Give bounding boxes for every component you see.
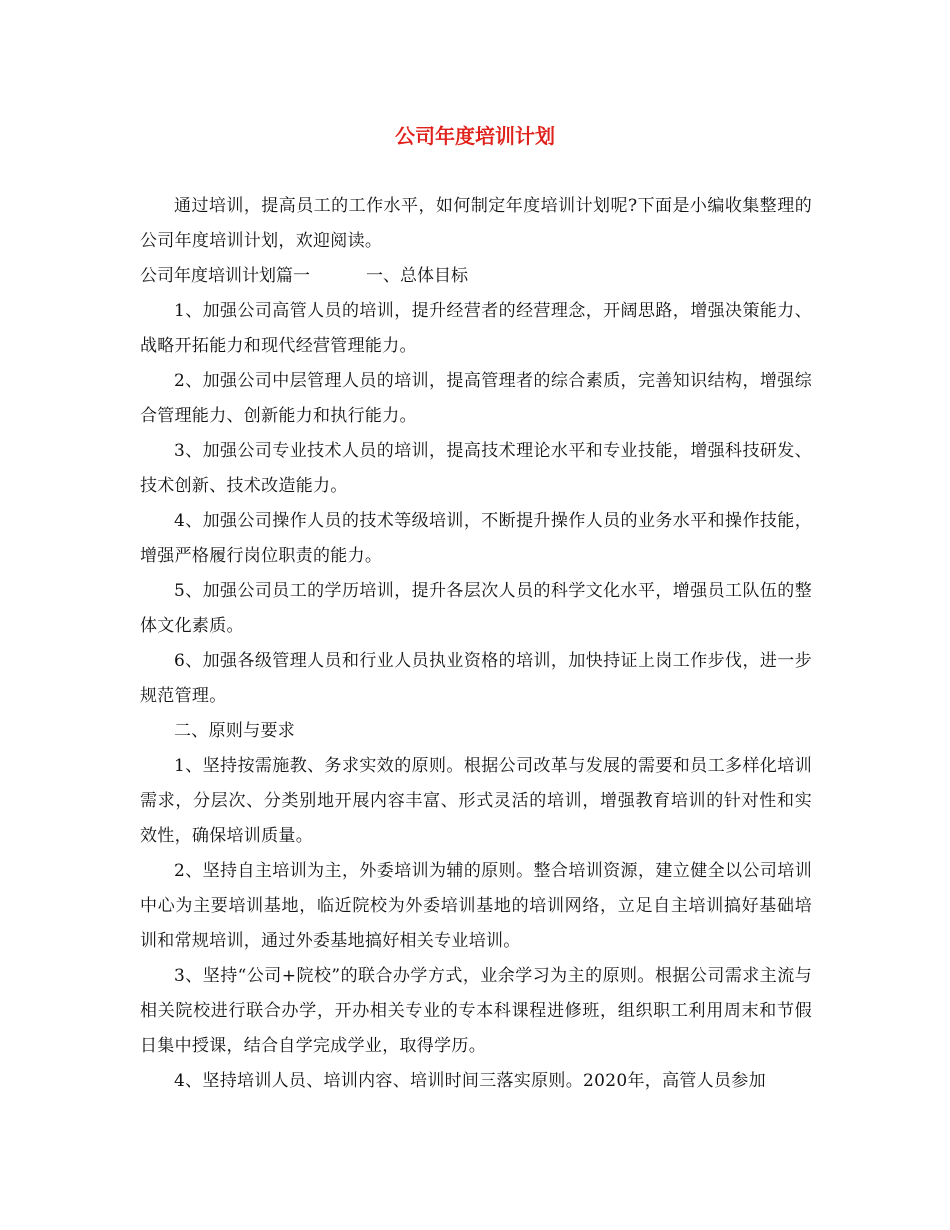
goal-item: 5、加强公司员工的学历培训，提升各层次人员的科学文化水平，增强员工队伍的整体文化素质。	[140, 581, 812, 636]
principle-item: 4、坚持培训人员、培训内容、培训时间三落实原则。2020年，高管人员参加	[174, 1071, 766, 1091]
goal-item: 3、加强公司专业技术人员的培训，提高技术理论水平和专业技能，增强科技研发、技术创新、技术改造能力。	[140, 441, 812, 496]
principle-item: 3、坚持“公司+院校”的联合办学方式，业余学习为主的原则。根据公司需求主流与相关院校进行联合办学，开办相关专业的专本科课程进修班，组织职工利用周末和节假日集中授课，结合自学完成学业，取得学历。	[140, 966, 812, 1056]
section-heading	[140, 259, 812, 294]
document-body	[140, 189, 812, 1099]
intro-paragraph: 通过培训，提高员工的工作水平，如何制定年度培训计划呢?下面是小编收集整理的公司年度培训计划，欢迎阅读。	[140, 196, 812, 251]
document-title: 公司年度培训计划	[395, 124, 555, 148]
goal-item: 4、加强公司操作人员的技术等级培训，不断提升操作人员的业务水平和操作技能，增强严格履行岗位职责的能力。	[140, 511, 812, 566]
goal-heading: 一、总体目标	[366, 266, 468, 286]
part-label: 公司年度培训计划篇一	[140, 266, 310, 286]
principle-item: 2、坚持自主培训为主，外委培训为辅的原则。整合培训资源，建立健全以公司培训中心为主要培训基地，临近院校为外委培训基地的培训网络，立足自主培训搞好基础培训和常规培训，通过外委基地搞好相关专业培训。	[140, 861, 812, 951]
goal-item: 2、加强公司中层管理人员的培训，提高管理者的综合素质，完善知识结构，增强综合管理能力、创新能力和执行能力。	[140, 371, 812, 426]
goal-item: 6、加强各级管理人员和行业人员执业资格的培训，加快持证上岗工作步伐，进一步规范管理。	[140, 651, 812, 706]
principle-item: 1、坚持按需施教、务求实效的原则。根据公司改革与发展的需要和员工多样化培训需求，分层次、分类别地开展内容丰富、形式灵活的培训，增强教育培训的针对性和实效性，确保培训质量。	[140, 756, 812, 846]
goal-item: 1、加强公司高管人员的培训，提升经营者的经营理念，开阔思路，增强决策能力、战略开拓能力和现代经营管理能力。	[140, 301, 812, 356]
principles-heading: 二、原则与要求	[174, 721, 296, 741]
